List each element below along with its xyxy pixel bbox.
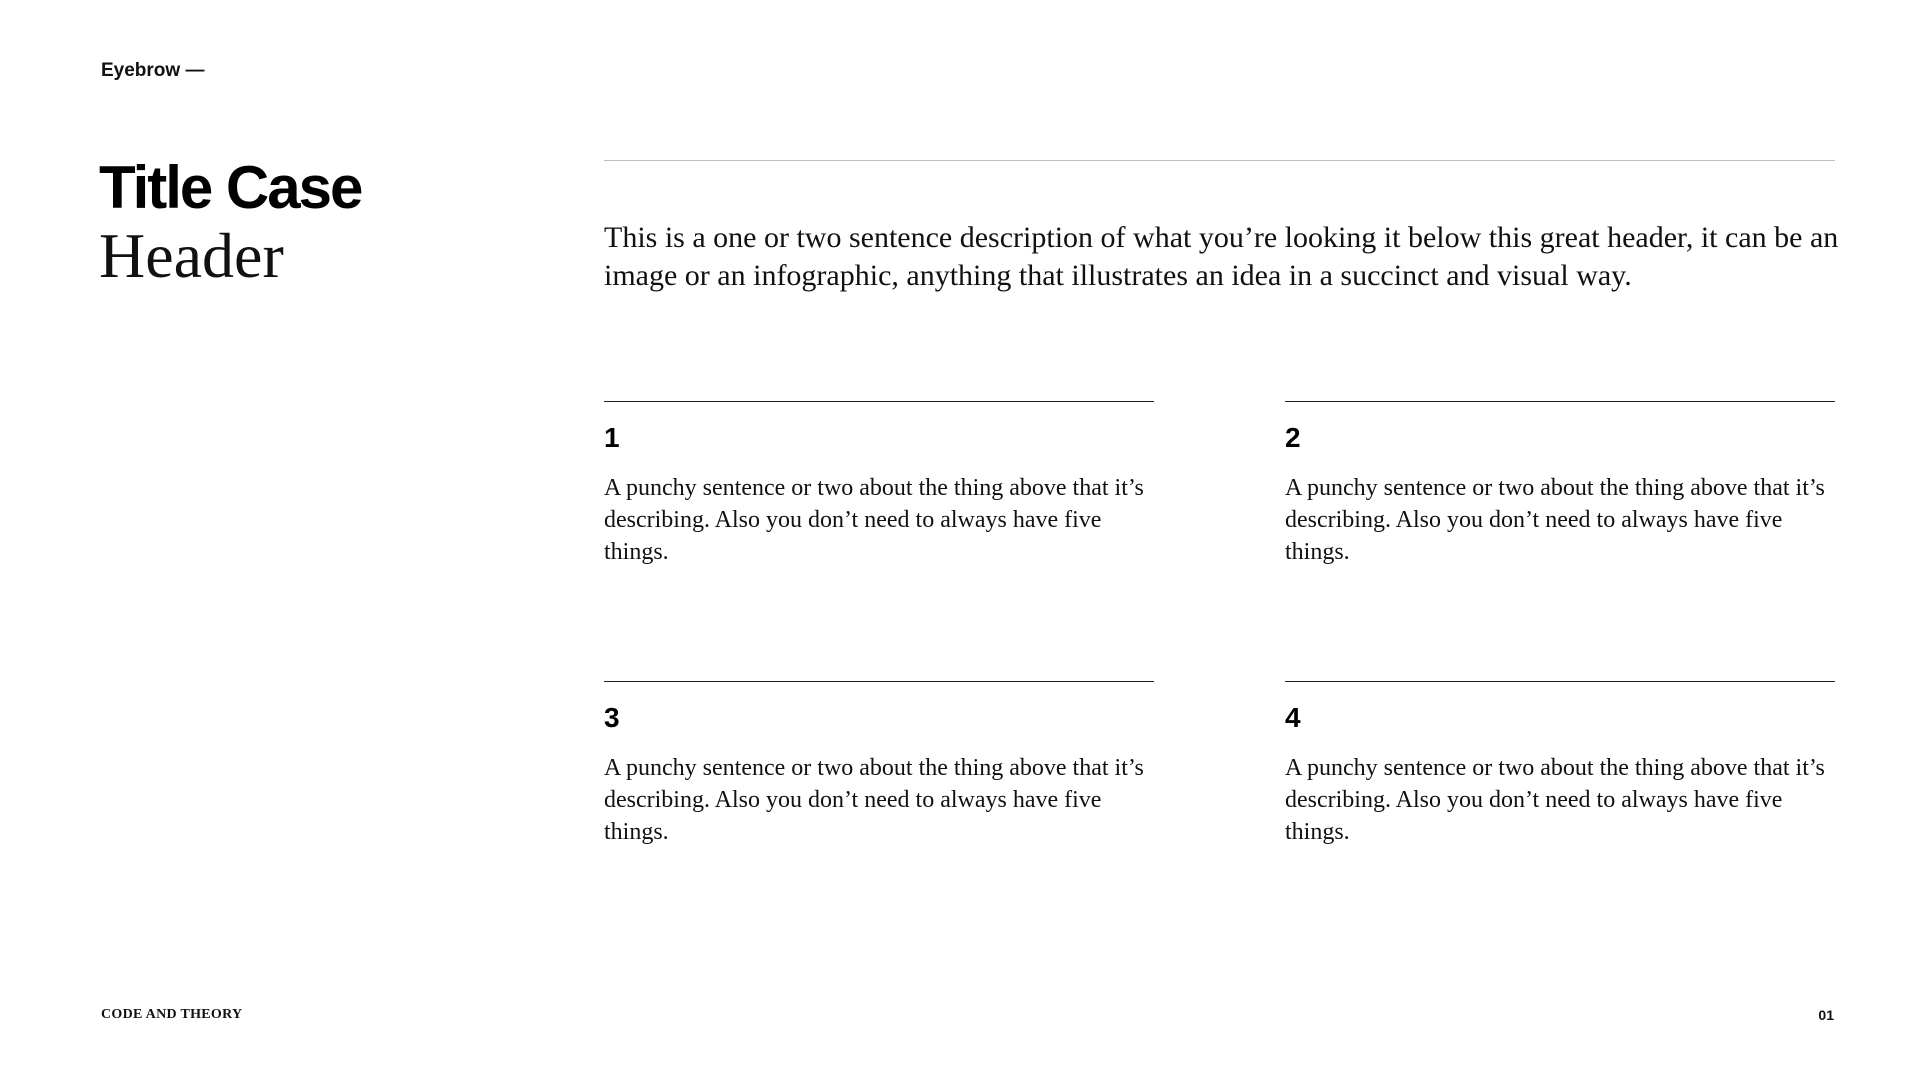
description-text: This is a one or two sentence description of what you’re looking it below this great header, it can be an image or an infographic, anything that illustrates an idea in a succinct and visual way. [604,221,1839,292]
footer-brand-name: CODE AND THEORY [101,1007,243,1022]
feature-item-divider [1285,681,1835,682]
feature-item-divider [604,681,1154,682]
page-title-line-1: Title Case [99,154,362,221]
feature-item-text: A punchy sentence or two about the thing above that it’s describing. Also you don’t need to always have five things. [1285,755,1825,845]
feature-item-text: A punchy sentence or two about the thing above that it’s describing. Also you don’t need to always have five things. [604,755,1144,845]
feature-item-4 [1285,681,1835,848]
page-title [99,154,361,290]
feature-item-text: A punchy sentence or two about the thing above that it’s describing. Also you don’t need to always have five things. [604,475,1144,565]
feature-item-number: 4 [1285,702,1301,733]
feature-item-2 [1285,401,1835,568]
feature-item-divider [604,401,1154,402]
feature-item-divider [1285,401,1835,402]
feature-item-number: 2 [1285,422,1301,453]
page-number: 01 [1818,1007,1834,1023]
feature-item-text: A punchy sentence or two about the thing above that it’s describing. Also you don’t need to always have five things. [1285,475,1825,565]
feature-item-1 [604,401,1154,568]
feature-item-number: 1 [604,422,620,453]
eyebrow-label: Eyebrow — [101,60,205,81]
header-divider [604,160,1835,161]
feature-item-number: 3 [604,702,620,733]
page-title-line-2: Header [99,220,284,291]
feature-item-3 [604,681,1154,848]
